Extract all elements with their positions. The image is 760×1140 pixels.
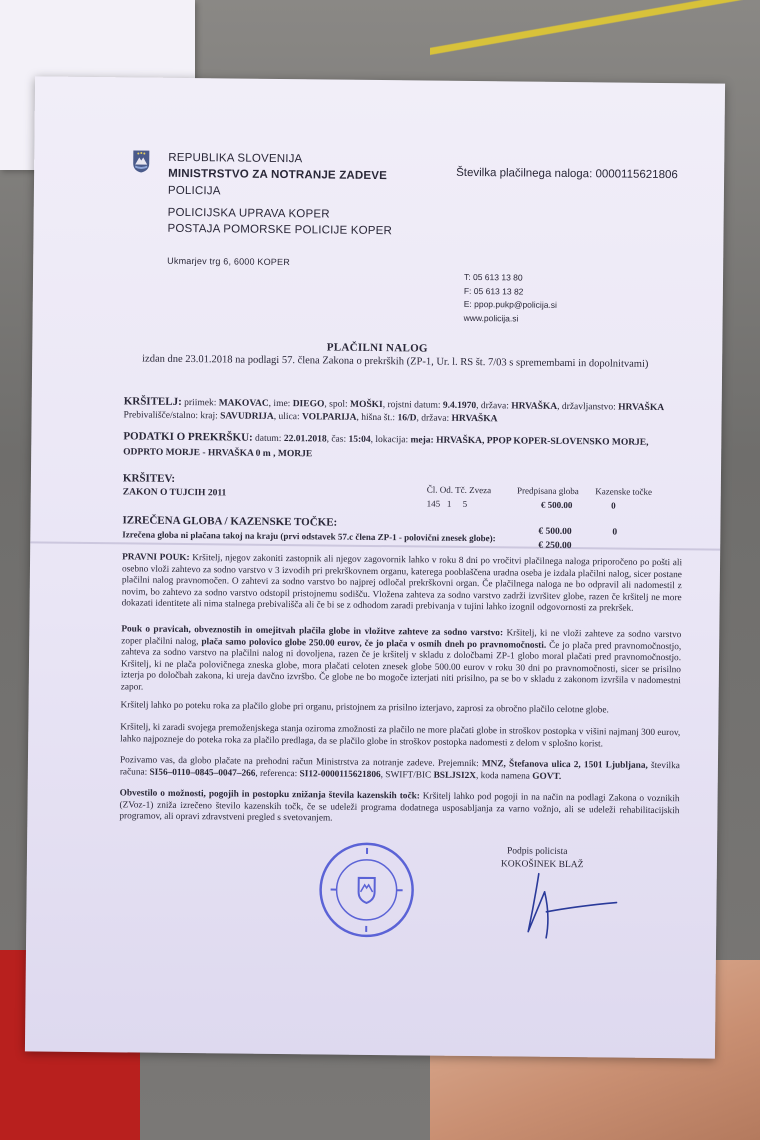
offense-line: PODATKI O PREKRŠKU: datum: 22.01.2018, čas: 15:04, lokacija: meja: HRVAŠKA, PPOP KOPER-SLOVENSKO MORJE, <box>123 430 649 448</box>
website: www.policija.si <box>463 312 519 323</box>
violation-table-header: Čl. Od. Tč. Zveza Predpisana globa Kazenske točke <box>426 484 653 497</box>
violation-label: KRŠITEV: <box>122 472 176 485</box>
violation-table <box>427 485 652 511</box>
police-unit: POLICIJSKA UPRAVA KOPER <box>167 206 330 221</box>
payment-order-document <box>25 76 725 1058</box>
handwritten-signature <box>516 872 627 943</box>
background-yellow-line <box>430 0 760 60</box>
officer-name: KOKOŠINEK BLAŽ <box>500 859 584 871</box>
contact-block <box>464 271 558 326</box>
offense-location-2: ODPRTO MORJE - HRVAŠKA 0 m , MORJE <box>123 447 313 460</box>
penalty-points-notice: Obvestilo o možnosti, pogojih in postopku znižanja števila kazenskih točk: Kršitelj lahko pod pogoji in na način na podlagi Zakona o voznikih (ZVoz-1) zniža izrečeno število kazenskih točk, če se udeleži programa dodatnega usposabljanja za varno vožnjo, ali se udeleži rehabilitacijskih programov, ali opravi zdravstveni pregled s svetovanjem. <box>119 788 680 824</box>
station-address: Ukmarjev trg 6, 6000 KOPER <box>167 255 290 268</box>
signature-label: Podpis policista <box>506 846 568 858</box>
email-address: E: ppop.pukp@policija.si <box>463 298 558 310</box>
imposed-fine-amount: € 500.00 <box>538 526 572 538</box>
violation-law: ZAKON O TUJCIH 2011 <box>122 487 227 499</box>
country-name: REPUBLIKA SLOVENIJA <box>168 151 303 166</box>
legal-notice: PRAVNI POUK: Kršitelj, njegov zakoniti zastopnik ali njegov zagovornik lahko v roku 8 dni po vročitvi plačilnega naloga priporočeno po pošti ali osebno vloži zahtevo za sodno varstvo v 3 izvodih pri prekrškovnem organu, katerega pooblaščena uradna oseba je izdala plačilni nalog, sicer postane plačilni nalog pravnomočen. O zahtevi za sodno varstvo bo najprej odločal prekrškovni organ. Če plačilnega naloga ne bo odpravil ali nadomestil z novim, bo zahtevo za sodno varstvo odstopil pristojnemu sodišču. Vložena zahteva za sodno varstvo zadrži izvršitev globe, razen če kršitelj ne more dokazati identitete ali nima stalnega prebivališča ali če bi se z odhodom zaradi prebivanja v tujini lahko izognil odgovornosti za prekršek. <box>121 552 683 614</box>
police-station: POSTAJA POMORSKE POLICIJE KOPER <box>167 222 393 238</box>
payment-instructions: Pozivamo vas, da globo plačate na prehodni račun Ministrstva za notranje zadeve. Prejemnik: MNZ, Štefanova ulica 2, 1501 Ljubljana, številka računa: SI56–0110–0845–0047–266, referenca: SI12-0000115621806, SWIFT/BIC BSLJSI2X, koda namena GOVT. <box>119 755 680 782</box>
imposed-fine-label: IZREČENA GLOBA / KAZENSKE TOČKE: <box>122 514 338 529</box>
payment-rights-notice: Pouk o pravicah, obveznostih in omejitvah plačila globe in vložitve zahteve za sodno varstvo: Kršitelj, ki ne vloži zahteve za sodno varstvo zoper plačilni nalog, plača samo polovico globe 250.00 eurov, če jo plača v osmih dneh po pravnomočnosti. Če jo plača pred pravnomočnostjo, zahteva za sodno varstvo na plačilni nalog ni dovoljena, razen če je kršitelj v skladu z določbami ZP-1 globo moral plačati pred pravnomočnostjo. Kršitelj, ki ne plača polovičnega zneska globe, mora plačati celoten znesek globe 500.00 eurov v roku 30 dni po pravnomočnosti, sicer se prisilno izterja po določbah zakona, ki ureja davčno izvršbo. Če globe ne bo mogoče izterjati niti prisilno, pa se bo v skladu z zakonom izvršila v nadomestni zapor. <box>120 624 682 693</box>
police-name: POLICIJA <box>167 184 221 198</box>
paper-fold <box>30 541 720 550</box>
signature-block <box>501 845 584 872</box>
phone-number: T: 05 613 13 80 <box>463 271 523 283</box>
document-subtitle: izdan dne 23.01.2018 na podlagi 57. člena Zakona o prekrških (ZP-1, Ur. l. RS št. 7/03 s spremembami in dopolnitvami) <box>142 353 649 370</box>
imposed-points: 0 <box>612 527 618 538</box>
half-fine-amount: € 250.00 <box>538 540 572 552</box>
violation-table-row: 145 1 5 € 500.00 0 <box>426 498 616 511</box>
fax-number: F: 05 613 13 82 <box>463 285 524 297</box>
community-work-notice: Kršitelj, ki zaradi svojega premoženjskega stanja oziroma zmožnosti za plačilo ne more plačati globe in stroškov postopka v višini najmanj 300 eurov, lahko najpozneje do poteka roka za plačilo predlaga, da se plačilo globe in stroškov postopka nadomesti z delom v splošno korist. <box>120 722 681 749</box>
offender-line: KRŠITELJ: priimek: MAKOVAC, ime: DIEGO, spol: MOŠKI, rojstni datum: 9.4.1970, država: HRVAŠKA, državljanstvo: HRVAŠKA <box>123 395 665 414</box>
half-fine-note: Izrečena globa ni plačana takoj na kraju (prvi odstavek 57.c člena ZP-1 - polovični znesek globe): <box>122 529 496 544</box>
installment-notice: Kršitelj lahko po poteku roka za plačilo globe pri organu, pristojnem za prisilno izterjavo, zaprosi za obročno plačilo celotne globe. <box>120 700 609 716</box>
ministry-name: MINISTRSTVO ZA NOTRANJE ZADEVE <box>168 167 388 183</box>
order-number: Številka plačilnega naloga: 0000115621806 <box>456 166 678 182</box>
slovenia-coat-of-arms-icon <box>132 149 150 173</box>
document-title: PLAČILNI NALOG <box>326 341 428 355</box>
residence-line: Prebivališče/stalno: kraj: SAVUDRIJA, ulica: VOLPARIJA, hišna št.: 16/D, država: HRVAŠKA <box>123 410 498 425</box>
official-stamp-icon <box>316 839 417 940</box>
